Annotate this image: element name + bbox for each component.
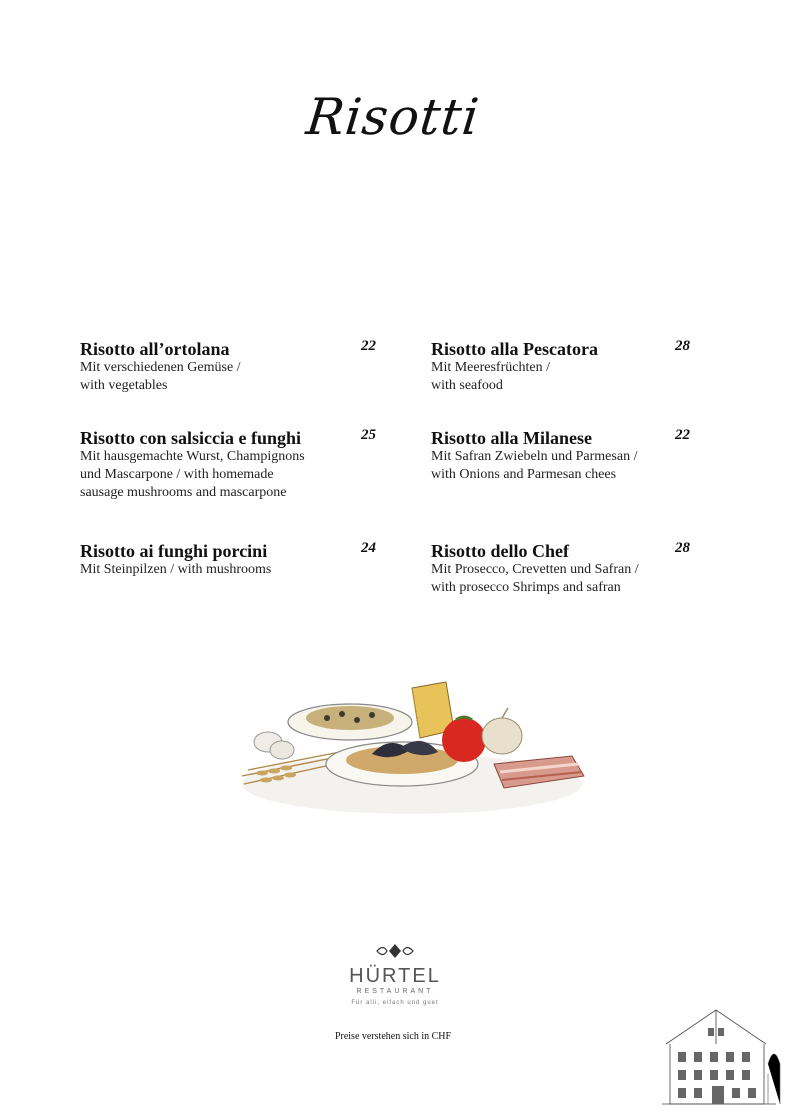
menu-item-price: 24 <box>361 540 376 556</box>
restaurant-building-drawing <box>656 1004 782 1108</box>
logo-brand: HÜRTEL <box>349 965 441 987</box>
menu-item-desc: with vegetables <box>80 378 168 393</box>
menu-item-price: 25 <box>361 427 376 443</box>
restaurant-logo <box>330 942 460 1009</box>
menu-item-desc: with Onions and Parmesan chees <box>431 467 617 482</box>
menu-item-desc: Mit hausgemachte Wurst, Champignons <box>80 449 305 464</box>
logo-subtitle: RESTAURANT <box>356 988 434 995</box>
menu-item-price: 22 <box>361 338 376 354</box>
menu-item-name: Risotto alla Pescatora <box>431 339 598 359</box>
menu-item-desc: sausage mushrooms and mascarpone <box>80 485 287 500</box>
menu-item-milanese <box>431 428 671 484</box>
menu-item-desc: Mit Meeresfrüchten / <box>431 360 550 375</box>
menu-item-chef <box>431 541 671 597</box>
menu-item-salsiccia <box>80 428 360 502</box>
menu-item-pescatora <box>431 339 671 395</box>
menu-item-name: Risotto ai funghi porcini <box>80 541 268 561</box>
menu-item-ortolana <box>80 339 360 395</box>
menu-item-desc: Mit Prosecco, Crevetten und Safran / <box>431 562 639 577</box>
menu-item-desc: Mit verschiedenen Gemüse / <box>80 360 241 375</box>
menu-item-desc: with prosecco Shrimps and safran <box>431 580 621 595</box>
menu-item-price: 28 <box>675 540 690 556</box>
menu-item-porcini <box>80 541 360 579</box>
menu-item-price: 28 <box>675 338 690 354</box>
menu-item-desc: Mit Steinpilzen / with mushrooms <box>80 562 272 577</box>
menu-item-name: Risotto alla Milanese <box>431 428 592 448</box>
menu-item-name: Risotto dello Chef <box>431 541 569 561</box>
hurtel-ornament-icon <box>373 942 417 960</box>
menu-item-name: Risotto all’ortolana <box>80 339 230 359</box>
menu-item-desc: und Mascarpone / with homemade <box>80 467 274 482</box>
menu-item-name: Risotto con salsiccia e funghi <box>80 428 302 448</box>
page-title: Risotti <box>303 88 483 146</box>
menu-item-price: 22 <box>675 427 690 443</box>
risotto-ingredients-illustration <box>232 676 592 824</box>
menu-item-desc: Mit Safran Zwiebeln und Parmesan / <box>431 449 638 464</box>
logo-tagline: Für alli, eifach und guet <box>351 1000 439 1006</box>
menu-item-desc: with seafood <box>431 378 503 393</box>
price-note: Preise verstehen sich in CHF <box>334 1031 452 1042</box>
